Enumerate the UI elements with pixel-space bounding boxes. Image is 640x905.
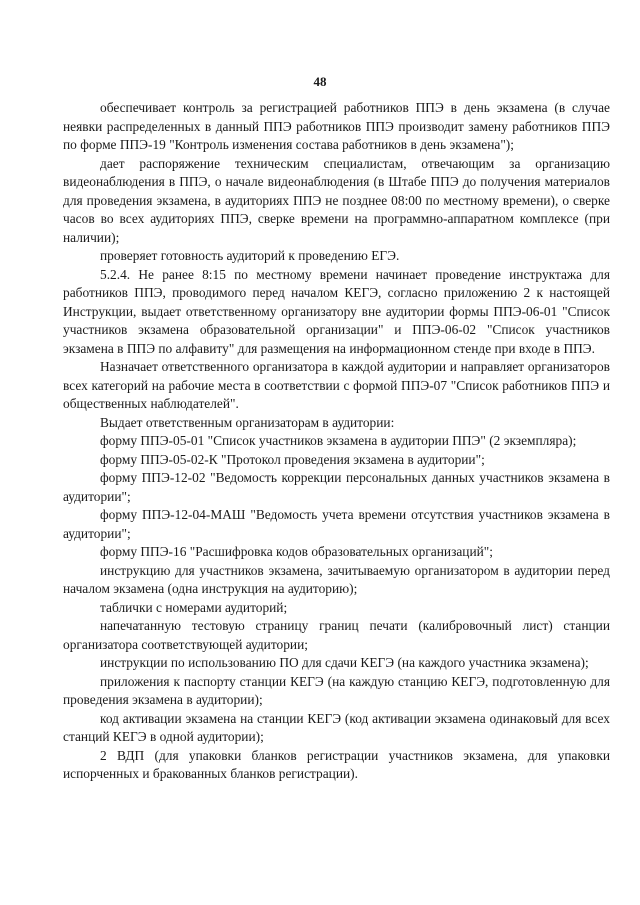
list-item: форму ППЭ-05-02-К "Протокол проведения экзамена в аудитории"; [100,451,485,467]
list-item: приложения к паспорту станции КЕГЭ (на каждую станцию КЕГЭ, подготовленную для проведения экзамена в аудитории); [63,673,610,707]
paragraph: Назначает ответственного организатора в каждой аудитории и направляет организаторов всех категорий на рабочие места в соответствии с формой ППЭ-07 "Список работников ППЭ и общественных наблюдателей". [63,359,610,411]
list-item: код активации экзамена на станции КЕГЭ (код активации экзамена одинаковый для всех станций КЕГЭ в одной аудитории); [63,710,610,744]
paragraph: дает распоряжение техническим специалистам, отвечающим за организацию видеонаблюдения в ППЭ, о начале видеонаблюдения (в Штабе ППЭ до получения материалов для проведения экзамена, в аудиториях ППЭ не позднее 08:00 по местному времени), о сверке часов во всех аудиториях ППЭ, сверке времени на программно-аппаратном комплексе (при наличии); [63,155,610,245]
list-item: форму ППЭ-12-02 "Ведомость коррекции персональных данных участников экзамена в аудитории"; [63,470,610,504]
list-item: форму ППЭ-12-04-МАШ "Ведомость учета времени отсутствия участников экзамена в аудитории"; [63,507,610,541]
page-number: 48 [313,74,327,89]
paragraph: Выдает ответственным организаторам в аудитории: [100,414,395,430]
list-item: напечатанную тестовую страницу границ печати (калибровочный лист) станции организатора соответствующей аудитории; [63,618,610,652]
list-item: 2 ВДП (для упаковки бланков регистрации участников экзамена, для упаковки испорченных и бракованных бланков регистрации). [63,747,610,781]
paragraph: 5.2.4. Не ранее 8:15 по местному времени начинает проведение инструктажа для работников ППЭ, проводимого перед началом КЕГЭ, согласно приложению 2 к настоящей Инструкции, выдает ответственному организатору вне аудитории формы ППЭ-06-01 "Список участников экзамена образовательной организации" и ППЭ-06-02 "Список участников экзамена в ППЭ по алфавиту" для размещения на информационном стенде при входе в ППЭ. [63,266,610,356]
list-item: инструкцию для участников экзамена, зачитываемую организатором в аудитории перед началом экзамена (одна инструкция на аудиторию); [63,562,610,596]
list-item: форму ППЭ-16 "Расшифровка кодов образовательных организаций"; [100,544,493,559]
paragraph: обеспечивает контроль за регистрацией работников ППЭ в день экзамена (в случае неявки распределенных в данный ППЭ работников ППЭ производит замену работников ППЭ по форме ППЭ-19 "Контроль изменения состава работников в день экзамена"); [63,100,610,152]
list-item: таблички с номерами аудиторий; [100,599,288,615]
document-body [63,99,610,784]
list-item: форму ППЭ-05-01 "Список участников экзамена в аудитории ППЭ" (2 экземпляра); [100,433,577,448]
list-item: инструкции по использованию ПО для сдачи КЕГЭ (на каждого участника экзамена); [100,655,589,670]
paragraph: проверяет готовность аудиторий к проведению ЕГЭ. [100,248,400,263]
